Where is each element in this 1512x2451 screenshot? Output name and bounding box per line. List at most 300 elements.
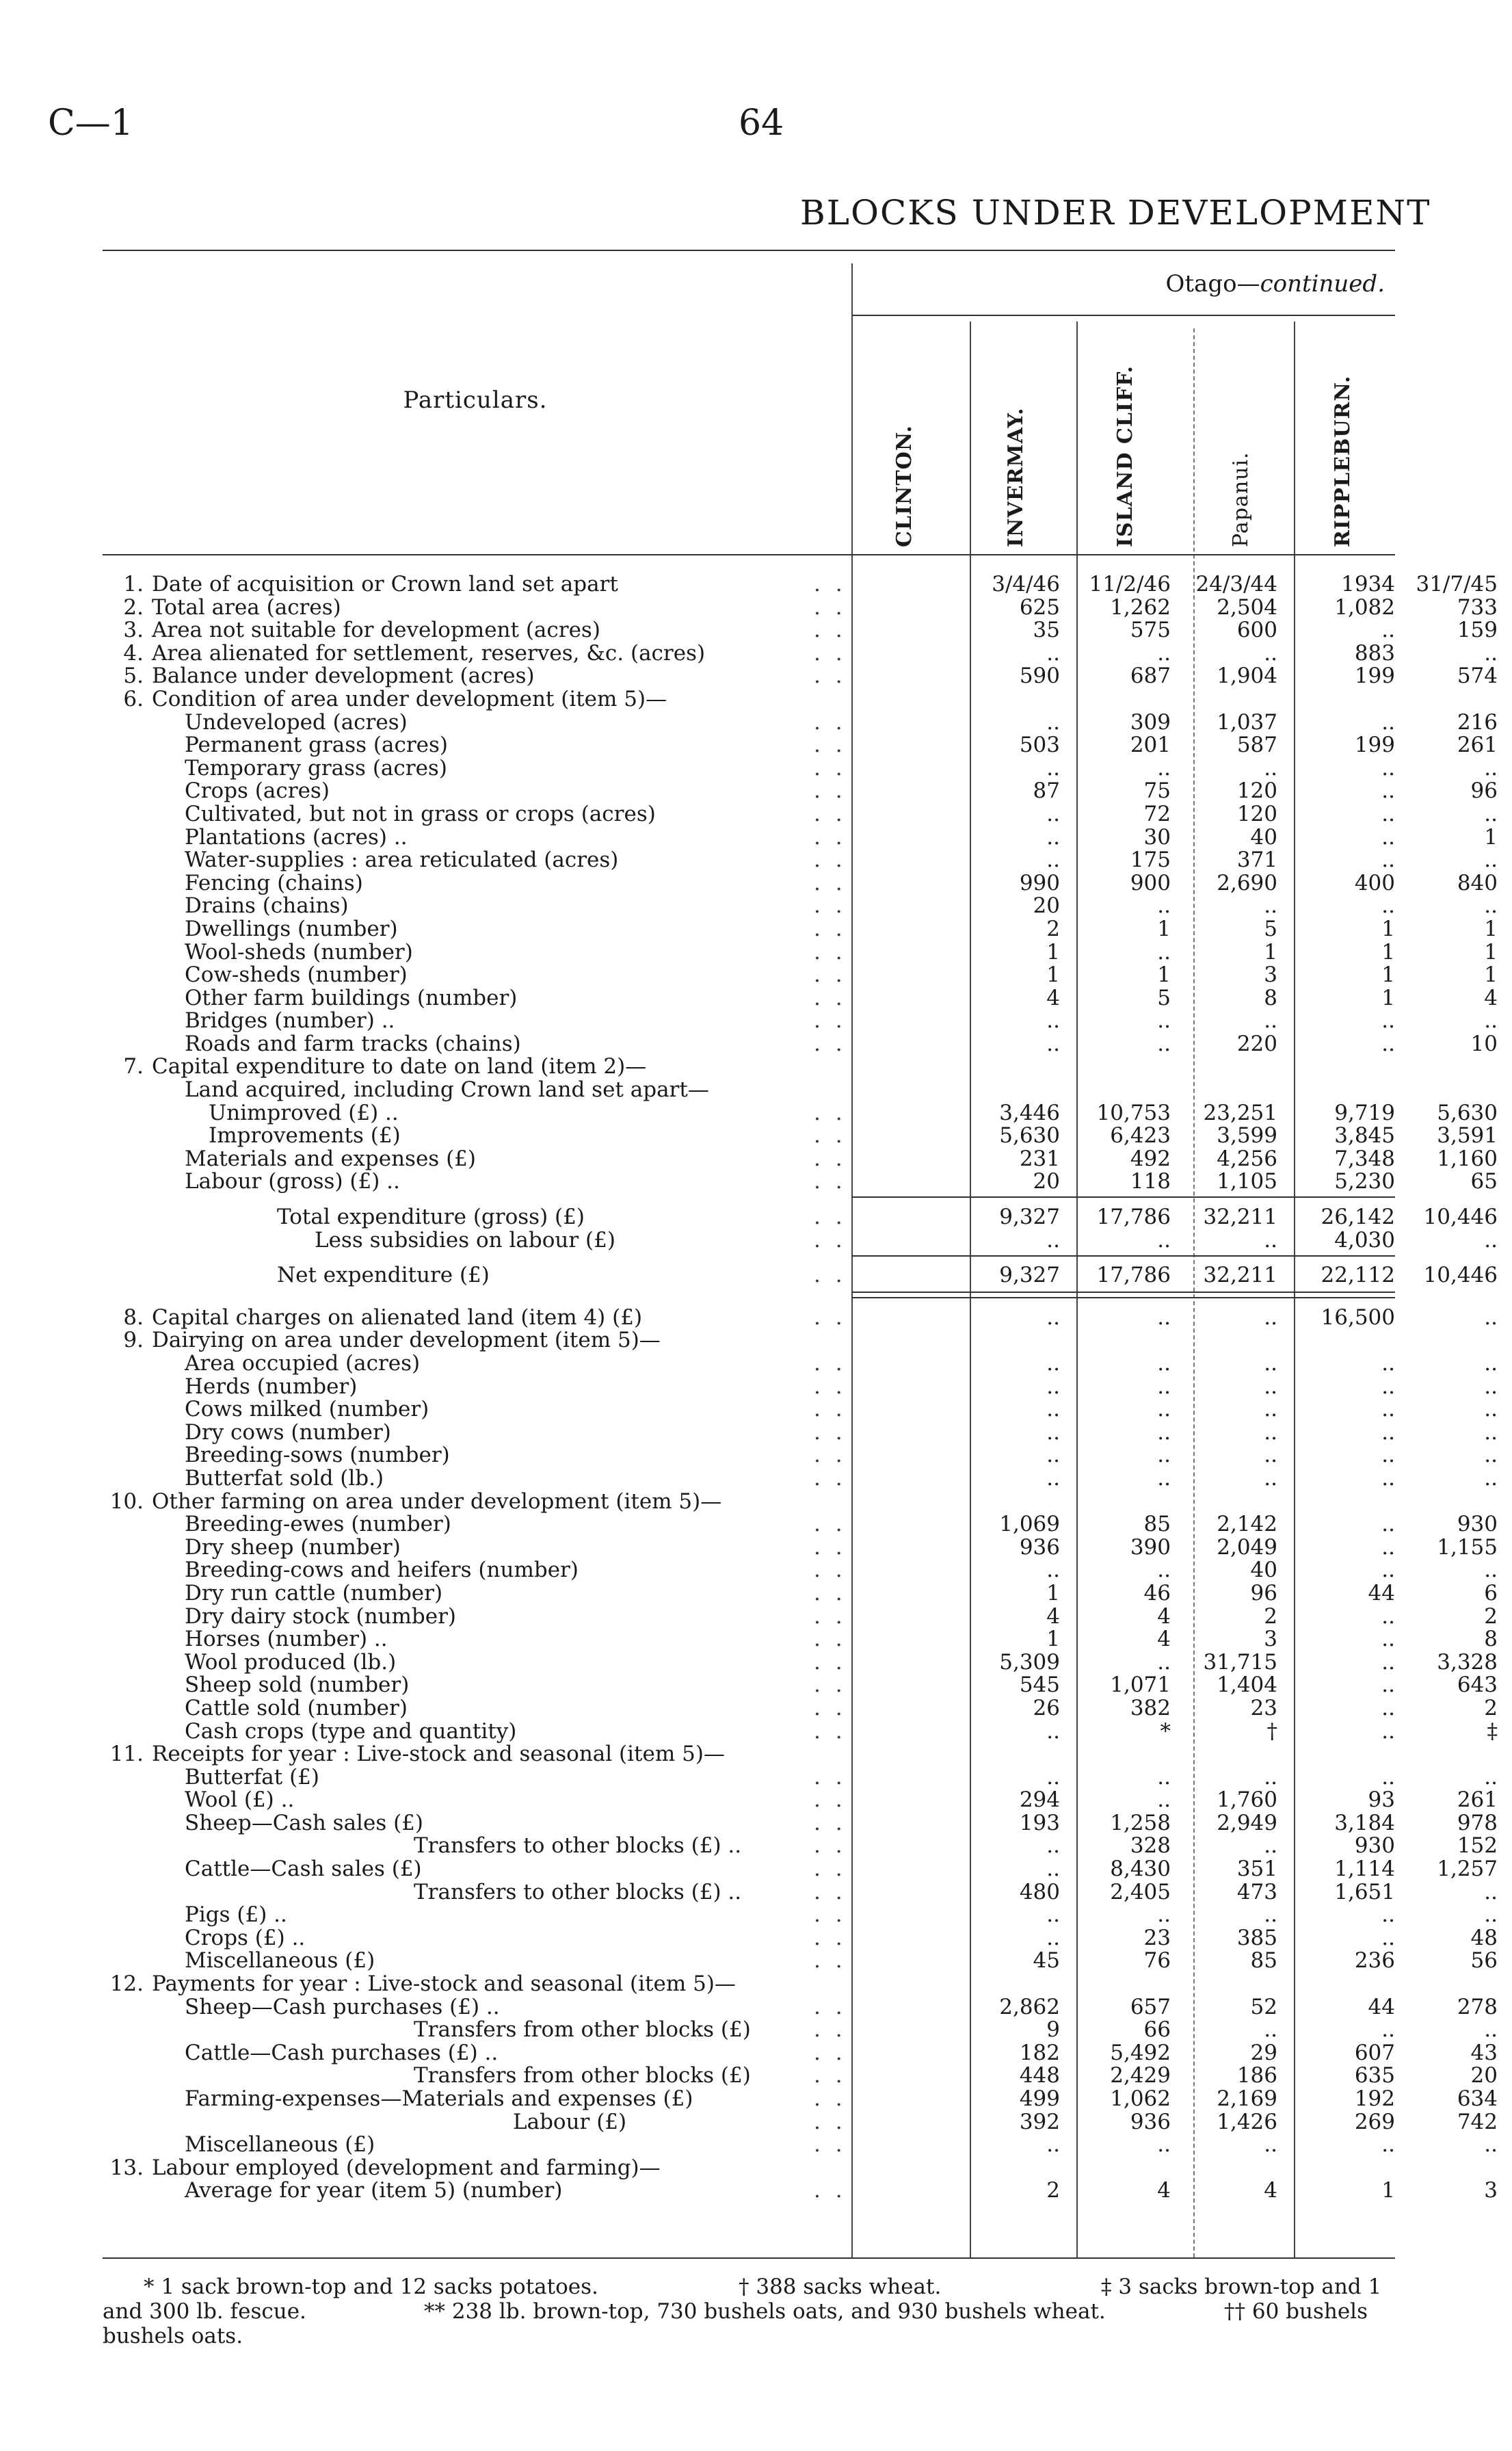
row-label: Roads and farm tracks (chains) [185,1031,521,1056]
table-cell: 96 [1470,778,1498,804]
item-number: 10. [109,1489,144,1514]
table-cell: 3,599 [1217,1123,1277,1149]
table-cell: 1 [1484,824,1498,850]
table-cell: 3 [1264,1627,1277,1652]
table-cell: 3,184 [1334,1810,1395,1835]
table-cell: .. [1381,824,1395,850]
dot-leader: . . [814,1374,847,1399]
row-label: Undeveloped (acres) [185,709,408,735]
table-cell: 978 [1457,1810,1498,1835]
table-cell: 2,690 [1217,870,1277,895]
table-cell: 625 [1019,594,1060,620]
item-number: 13. [109,2155,144,2180]
table-cell: 7,348 [1334,1146,1395,1171]
table-row [103,1743,1395,1766]
table-row [103,1512,1498,1537]
table-cell: .. [1046,1857,1060,1882]
table-cell: 17,786 [1096,1205,1171,1230]
row-label: Sheep sold (number) [185,1673,410,1698]
table-row [103,2132,1498,2158]
table-cell: 87 [1033,778,1060,804]
dot-leader: . . [814,1764,847,1790]
table-cell: 30 [1143,824,1171,850]
table-cell: 2,504 [1217,594,1277,620]
table-cell: 201 [1130,733,1171,758]
dot-leader: . . [814,1603,847,1629]
table-cell: 1 [1381,939,1395,965]
table-cell: .. [1484,1008,1498,1034]
table-cell: 1934 [1341,572,1395,597]
table-row [103,1627,1498,1652]
table-cell: .. [1046,1465,1060,1491]
table-cell: .. [1381,1718,1395,1744]
table-cell: .. [1046,1718,1060,1744]
table-cell: 6,423 [1110,1123,1171,1149]
dot-leader: . . [814,1673,847,1698]
table-cell: 10 [1470,1031,1498,1056]
column-header-invermay: INVERMAY. [1004,407,1028,547]
table-cell: .. [1484,2017,1498,2043]
row-label: Other farming on area under development (item 5)— [152,1489,722,1514]
table-row [103,1443,1498,1468]
table-cell: 392 [1019,2109,1060,2134]
table-cell: 269 [1354,2109,1395,2134]
table-cell: .. [1381,1397,1395,1422]
dot-leader: . . [814,2040,847,2065]
row-label: Dry cows (number) [185,1419,391,1445]
item-number: 12. [109,1971,144,1997]
table-cell: .. [1484,1902,1498,1928]
table-row [103,2040,1498,2065]
dot-leader: . . [814,1787,847,1813]
table-row [103,640,1498,666]
row-label: Total area (acres) [152,594,341,620]
table-cell: .. [1264,1465,1277,1491]
table-cell: 1 [1484,939,1498,965]
table-cell: .. [1264,1764,1277,1790]
table-cell: .. [1264,755,1277,781]
dot-leader: . . [814,1419,847,1445]
table-cell: 1,114 [1334,1857,1395,1882]
row-label: Bridges (number) .. [185,1008,395,1034]
dot-leader: . . [814,1925,847,1950]
column-header-papanui: Papanui. [1229,451,1253,547]
table-cell: .. [1381,1534,1395,1560]
row-label: Butterfat sold (lb.) [185,1465,384,1491]
row-label: Land acquired, including Crown land set apart— [185,1077,709,1103]
table-row [103,1008,1498,1034]
table-cell: 3/4/46 [992,572,1060,597]
table-cell: .. [1381,1627,1395,1652]
row-label: Breeding-ewes (number) [185,1512,451,1537]
table-row [103,1169,1498,1194]
dot-leader: . . [814,848,847,873]
row-label: Breeding-sows (number) [185,1443,450,1468]
row-label: Improvements (£) [209,1123,401,1149]
table-cell: .. [1381,1673,1395,1698]
row-label: Transfers to other blocks (£) .. [414,1879,742,1904]
table-cell: 4 [1484,985,1498,1010]
row-label: Dwellings (number) [185,916,398,941]
table-cell: 635 [1354,2063,1395,2088]
footnote-star: * 1 sack brown-top and 12 sacks potatoes. [144,2275,598,2299]
table-cell: 1 [1157,916,1171,941]
dot-leader: . . [814,893,847,919]
table-cell: .. [1484,755,1498,781]
table-cell: 261 [1457,733,1498,758]
table-cell: 590 [1019,664,1060,689]
dot-leader: . . [814,2086,847,2111]
table-cell: 17,786 [1096,1263,1171,1288]
dot-leader: . . [814,1031,847,1056]
table-cell: 371 [1236,848,1277,873]
table-cell: .. [1264,1833,1277,1859]
table-cell: 1,426 [1217,2109,1277,2134]
dot-leader: . . [814,2132,847,2158]
table-row [103,755,1498,781]
table-row [103,1305,1498,1330]
table-cell: .. [1046,1305,1060,1330]
row-label: Pigs (£) .. [185,1902,287,1928]
dot-leader: . . [814,1580,847,1605]
table-cell: 23,251 [1203,1100,1277,1125]
table-cell: 231 [1019,1146,1060,1171]
table-cell: .. [1381,848,1395,873]
table-cell: 936 [1019,1534,1060,1560]
footnote-double-dagger-2: †† 60 bushels [1224,2299,1368,2324]
table-cell: .. [1046,709,1060,735]
table-row [103,1465,1498,1491]
table-cell: 2,862 [999,1994,1060,2019]
table-cell: 1,760 [1217,1787,1277,1813]
dot-leader: . . [814,1169,847,1194]
item-number: 9. [123,1328,144,1353]
table-cell: .. [1381,1558,1395,1583]
table-cell: 192 [1354,2086,1395,2111]
table-cell: 1,082 [1334,594,1395,620]
table-cell: 1,404 [1217,1673,1277,1698]
table-cell: 1,160 [1437,1146,1498,1171]
table-cell: 11/2/46 [1089,572,1171,597]
row-label: Plantations (acres) .. [185,824,408,850]
table-cell: .. [1264,1008,1277,1034]
dot-leader: . . [814,1512,847,1537]
table-cell: .. [1264,1419,1277,1445]
table-cell: 96 [1250,1580,1277,1605]
table-cell: .. [1046,824,1060,850]
table-cell: 1 [1484,962,1498,988]
table-cell: 4 [1157,2178,1171,2203]
table-row [103,778,1498,804]
table-row [103,1948,1498,1974]
row-label: Miscellaneous (£) [185,1948,375,1974]
table-cell: 40 [1250,824,1277,850]
row-label: Receipts for year : Live-stock and seasonal (item 5)— [152,1742,725,1767]
table-row [103,893,1498,919]
table-row [103,2086,1498,2111]
table-row [103,1205,1498,1230]
table-cell: 930 [1457,1512,1498,1537]
row-label: Net expenditure (£) [277,1263,490,1288]
table-row [103,1329,1395,1352]
table-cell: .. [1264,1227,1277,1253]
table-cell: .. [1264,2132,1277,2158]
table-cell: .. [1484,893,1498,919]
page-title: BLOCKS UNDER DEVELOPMENT [800,193,1431,233]
table-cell: 2 [1484,1695,1498,1720]
table-cell: 990 [1019,870,1060,895]
table-cell: .. [1046,1764,1060,1790]
table-cell: .. [1264,1374,1277,1399]
row-label: Permanent grass (acres) [185,733,449,758]
table-cell: 75 [1143,778,1171,804]
table-cell: .. [1381,1008,1395,1034]
table-cell: .. [1157,1558,1171,1583]
table-cell: .. [1381,1351,1395,1376]
table-cell: 120 [1236,801,1277,826]
table-cell: 1,105 [1217,1169,1277,1194]
dot-leader: . . [814,1879,847,1904]
table-cell: 385 [1236,1925,1277,1950]
table-cell: 66 [1143,2017,1171,2043]
table-row [103,2178,1498,2203]
table-cell: .. [1381,2017,1395,2043]
row-label: Capital expenditure to date on land (item 2)— [152,1054,647,1079]
item-number: 4. [123,640,144,666]
table-cell: .. [1484,640,1498,666]
item-number: 3. [123,618,144,643]
row-label: Dairying on area under development (item 5)— [152,1328,661,1353]
item-number: 11. [109,1742,144,1767]
row-label: Area alienated for settlement, reserves, &c. (acres) [152,640,706,666]
table-cell: 328 [1130,1833,1171,1859]
table-cell: 20 [1470,2063,1498,2088]
row-label: Dry dairy stock (number) [185,1603,457,1629]
table-cell: 35 [1033,618,1060,643]
table-row [103,2157,1395,2180]
table-cell: .. [1157,1764,1171,1790]
dot-leader: . . [814,1810,847,1835]
table-cell: .. [1381,1902,1395,1928]
table-row [103,572,1498,597]
footnote-dagger: † 388 sacks wheat. [739,2275,942,2299]
dot-leader: . . [814,1948,847,1974]
table-cell: .. [1157,1419,1171,1445]
table-cell: 1 [1381,985,1395,1010]
table-cell: .. [1381,1419,1395,1445]
row-label: Wool-sheds (number) [185,939,413,965]
table-cell: 600 [1236,618,1277,643]
table-cell: 2 [1264,1603,1277,1629]
footnote-double-dagger: ‡ 3 sacks brown-top and 1 [1101,2275,1382,2299]
item-number: 7. [123,1054,144,1079]
table-cell: 8 [1484,1627,1498,1652]
table-row [103,2017,1498,2043]
table-cell: 72 [1143,801,1171,826]
table-row [103,1810,1498,1835]
double-rule [851,1292,1395,1298]
row-label: Temporary grass (acres) [185,755,447,781]
table-row [103,1994,1498,2019]
table-cell: 1 [1484,916,1498,941]
table-cell: 16,500 [1321,1305,1395,1330]
table-cell: 400 [1354,870,1395,895]
table-cell: 1 [1046,1627,1060,1652]
dot-leader: . . [814,1100,847,1125]
table-cell: 10,446 [1423,1205,1498,1230]
table-cell: 883 [1354,640,1395,666]
table-cell: .. [1381,1695,1395,1720]
row-label: Cow-sheds (number) [185,962,408,988]
table-cell: 32,211 [1203,1263,1277,1288]
table-cell: 9,719 [1334,1100,1395,1125]
table-cell: 31,715 [1203,1649,1277,1675]
document-code: C—1 [48,103,133,144]
table-cell: .. [1484,1764,1498,1790]
table-cell: .. [1046,1443,1060,1468]
table-cell: 45 [1033,1948,1060,1974]
table-cell: 43 [1470,2040,1498,2065]
table-cell: 26 [1033,1695,1060,1720]
table-cell: .. [1046,1902,1060,1928]
table-row [103,1031,1498,1056]
table-cell: 1 [1157,962,1171,988]
row-label: Farming-expenses—Materials and expenses (£) [185,2086,693,2111]
table-cell: 1,071 [1110,1673,1171,1698]
table-cell: .. [1381,1764,1395,1790]
table-row [103,1534,1498,1560]
table-cell: .. [1046,848,1060,873]
table-row [103,1649,1498,1675]
table-row [103,733,1498,758]
footnotes [103,2275,1395,2348]
table-cell: 2,049 [1217,1534,1277,1560]
row-label: Butterfat (£) [185,1764,320,1790]
row-label: Cultivated, but not in grass or crops (acres) [185,801,656,826]
table-cell: 733 [1457,594,1498,620]
row-label: Cattle sold (number) [185,1695,408,1720]
table-cell: 10,753 [1096,1100,1171,1125]
table-cell: 93 [1368,1787,1395,1813]
table-cell: .. [1381,755,1395,781]
table-cell: .. [1484,1351,1498,1376]
table-cell: .. [1264,893,1277,919]
dot-leader: . . [814,2017,847,2043]
table-row [103,1100,1498,1125]
table-cell: ‡ [1487,1718,1498,1744]
row-label: Sheep—Cash sales (£) [185,1810,423,1835]
table-cell: 545 [1019,1673,1060,1698]
table-cell: 1 [1381,2178,1395,2203]
table-row [103,1079,1395,1102]
table-row [103,1397,1498,1422]
table-cell: .. [1381,1925,1395,1950]
table-cell: 687 [1130,664,1171,689]
table-row [103,618,1498,643]
table-row [103,1123,1498,1149]
row-label: Less subsidies on labour (£) [315,1227,615,1253]
table-cell: .. [1381,1443,1395,1468]
table-cell: 575 [1130,618,1171,643]
table-cell: .. [1157,1374,1171,1399]
table-cell: .. [1046,1397,1060,1422]
table-cell: 2,949 [1217,1810,1277,1835]
table-cell: 220 [1236,1031,1277,1056]
table-cell: 1,155 [1437,1534,1498,1560]
table-row [103,1718,1498,1744]
table-cell: .. [1157,1397,1171,1422]
table-cell: 634 [1457,2086,1498,2111]
dot-leader: . . [814,801,847,826]
table-cell: 351 [1236,1857,1277,1882]
table-cell: .. [1484,848,1498,873]
dot-leader: . . [814,778,847,804]
table-cell: 1 [1046,1580,1060,1605]
table-cell: 4 [1157,1627,1171,1652]
table-cell: 1,651 [1334,1879,1395,1904]
dot-leader: . . [814,1695,847,1720]
table-cell: 26,142 [1321,1205,1395,1230]
table-cell: 44 [1368,1994,1395,2019]
table-cell: 5,630 [1437,1100,1498,1125]
table-cell: 4 [1046,1603,1060,1629]
table-cell: .. [1484,1443,1498,1468]
table-cell: .. [1157,1031,1171,1056]
table-cell: 2,405 [1110,1879,1171,1904]
table-row [103,824,1498,850]
dot-leader: . . [814,640,847,666]
table-cell: 448 [1019,2063,1060,2088]
table-cell: 1,904 [1217,664,1277,689]
table-cell: .. [1046,1351,1060,1376]
table-cell: 3,446 [999,1100,1060,1125]
table-cell: 182 [1019,2040,1060,2065]
table-cell: .. [1046,755,1060,781]
table-row [103,1764,1498,1790]
table-row [103,1056,1395,1079]
row-label: Other farm buildings (number) [185,985,518,1010]
table-cell: .. [1046,640,1060,666]
table-cell: .. [1157,893,1171,919]
table-cell: 492 [1130,1146,1171,1171]
dot-leader: . . [814,709,847,735]
table-cell: 1,069 [999,1512,1060,1537]
row-label: Capital charges on alienated land (item 4) (£) [152,1305,643,1330]
table-cell: 3 [1484,2178,1498,2203]
table-row [103,1879,1498,1904]
row-label: Unimproved (£) .. [209,1100,399,1125]
table-cell: 236 [1354,1948,1395,1974]
table-row [103,1580,1498,1605]
row-label: Cattle—Cash sales (£) [185,1857,422,1882]
table-cell: 186 [1236,2063,1277,2088]
table-row [103,1146,1498,1171]
table-cell: .. [1157,1227,1171,1253]
table-row [103,2109,1498,2134]
table-cell: 261 [1457,1787,1498,1813]
table-row [103,1925,1498,1950]
table-row [103,1227,1498,1253]
column-header-island-cliff: ISLAND CLIFF. [1113,365,1137,547]
item-number: 6. [123,686,144,711]
row-label: Breeding-cows and heifers (number) [185,1558,579,1583]
table-cell: 20 [1033,1169,1060,1194]
table-cell: .. [1381,893,1395,919]
table-cell: 4 [1157,1603,1171,1629]
dot-leader: . . [814,916,847,941]
table-cell: 4 [1264,2178,1277,2203]
table-cell: 1,037 [1217,709,1277,735]
